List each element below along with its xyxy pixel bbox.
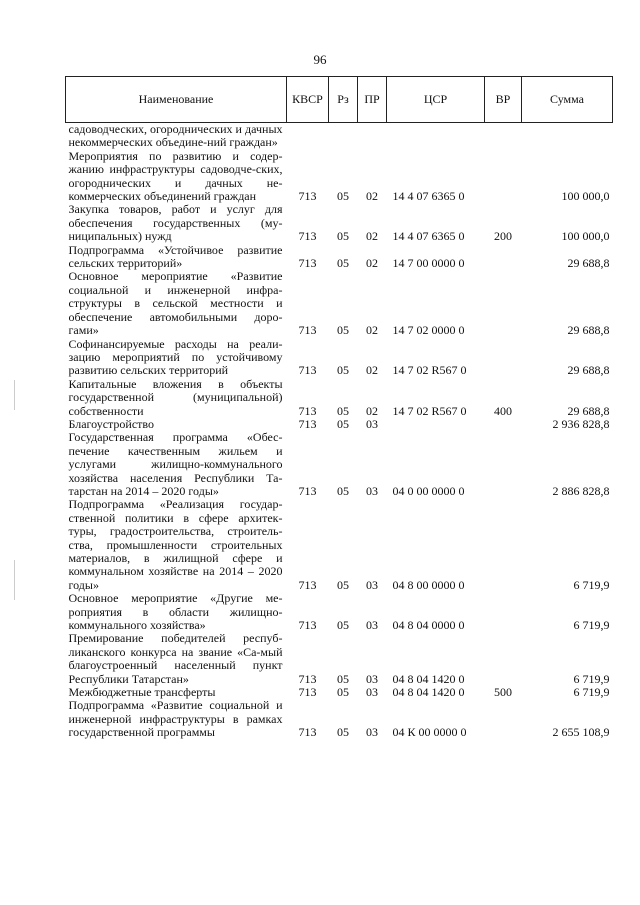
row-csr: 04 8 04 1420 0 [392,671,465,686]
row-kvsr: 713 [298,725,317,740]
row-vr [485,418,522,431]
row-kvsr [287,123,329,150]
row-kvsr: 713 [298,256,317,271]
row-sum: 29 688,8 [567,256,610,271]
row-pr: 03 [366,725,378,740]
header-rz: Рз [329,77,358,123]
header-pr: ПР [358,77,387,123]
scan-margin-mark [14,380,15,410]
row-pr: 03 [366,685,378,700]
row-rz: 05 [337,416,349,431]
row-name: Софинансируемые расходы на реали-зацию мероприятий по устойчивому развитию сельских территорий [68,336,283,378]
row-kvsr: 713 [298,685,317,700]
row-vr [485,244,522,271]
row-rz: 05 [337,403,349,418]
row-pr: 03 [366,671,378,686]
header-csr: ЦСР [387,77,485,123]
row-vr [485,431,522,498]
row-name: Основное мероприятие «Другие ме-роприятия в области жилищно-коммунального хозяйства» [68,591,283,633]
row-sum: 100 000,0 [561,229,610,244]
row-vr [485,699,522,739]
table-row [66,203,613,243]
row-kvsr: 713 [298,323,317,338]
table-row [66,592,613,632]
row-csr: 04 0 00 0000 0 [392,483,465,498]
header-vr: ВР [485,77,522,123]
row-csr [387,123,485,150]
row-sum: 6 719,9 [573,685,610,700]
row-vr: 500 [494,685,512,700]
row-pr: 02 [366,229,378,244]
row-csr: 14 4 07 6365 0 [392,189,465,204]
row-rz: 05 [337,577,349,592]
row-pr: 02 [366,403,378,418]
header-sum: Сумма [522,77,613,123]
row-name: Капитальные вложения в объекты государственной (муниципальной) собственности [68,376,283,418]
table-row [66,123,613,150]
row-rz: 05 [337,725,349,740]
row-name: Подпрограмма «Устойчивое развитие сельских территорий» [68,242,283,271]
row-csr: 14 7 02 0000 0 [392,323,465,338]
row-kvsr: 713 [298,618,317,633]
row-pr: 03 [366,483,378,498]
header-kvsr: КВСР [287,77,329,123]
table-row [66,270,613,337]
row-sum: 6 719,9 [573,577,610,592]
row-rz: 05 [337,483,349,498]
row-sum: 29 688,8 [567,403,610,418]
header-name: Наименование [66,77,287,123]
row-vr [485,270,522,337]
row-vr [485,498,522,592]
row-csr: 04 К 00 0000 0 [392,725,467,740]
row-rz [329,123,358,150]
row-vr: 400 [494,403,512,418]
row-csr: 14 7 02 R567 0 [392,403,467,418]
row-kvsr: 713 [298,403,317,418]
row-name: садоводческих, огороднических и дачных некоммерческих объедине-ний граждан» [68,122,283,150]
row-rz: 05 [337,323,349,338]
row-rz: 05 [337,189,349,204]
row-name: Подпрограмма «Реализация государ-ственной политики в сфере архитек-туры, градостроительства, строитель-ства, промышленности строительных материалов, в жилищной сфере и коммунальном хозяйстве на 2014 – 2020 годы» [68,497,283,592]
budget-table [65,76,613,740]
row-rz: 05 [337,685,349,700]
row-vr [485,338,522,378]
table-body [66,123,613,740]
row-vr: 200 [494,229,512,244]
table-row [66,418,613,431]
row-pr: 02 [366,256,378,271]
table-row [66,632,613,686]
row-pr: 02 [366,323,378,338]
row-csr: 14 4 07 6365 0 [392,229,465,244]
table-row [66,244,613,271]
table-header [66,77,613,123]
row-csr: 04 8 04 1420 0 [392,685,465,700]
row-pr: 03 [366,416,378,431]
row-kvsr: 713 [298,577,317,592]
row-pr: 03 [366,618,378,633]
table-row [66,699,613,739]
table-row [66,686,613,699]
row-rz: 05 [337,256,349,271]
row-csr: 04 8 04 0000 0 [392,618,465,633]
row-kvsr: 713 [298,189,317,204]
row-csr: 14 7 00 0000 0 [392,256,465,271]
row-csr [387,418,485,431]
row-name: Государственная программа «Обес-печение качественным жильем и услугами жилищно-коммунального хозяйства населения Республики Та-тарстан на 2014 – 2020 годы» [68,430,283,498]
table-row [66,498,613,592]
row-vr [485,592,522,632]
row-csr: 04 8 00 0000 0 [392,577,465,592]
row-sum [522,123,613,150]
row-pr: 03 [366,577,378,592]
row-pr: 02 [366,189,378,204]
row-sum: 2 886 828,8 [552,483,610,498]
row-sum: 100 000,0 [561,189,610,204]
row-sum: 29 688,8 [567,363,610,378]
table-row [66,338,613,378]
row-sum: 2 936 828,8 [552,416,610,431]
row-rz: 05 [337,363,349,378]
table-row [66,431,613,498]
row-name: Премирование победителей респуб-ликанского конкурса на звание «Са-мый благоустроенный населенный пункт Республики Татарстан» [68,631,283,686]
row-rz: 05 [337,618,349,633]
row-sum: 6 719,9 [573,618,610,633]
row-name: Закупка товаров, работ и услуг для обеспечения государственных (му-ниципальных) нужд [68,202,283,244]
row-rz: 05 [337,229,349,244]
table-row [66,150,613,204]
table-header-row [66,77,613,123]
table-row [66,378,613,418]
row-kvsr: 713 [298,416,317,431]
page-number: 96 [313,52,327,67]
row-name: Основное мероприятие «Развитие социальной и инженерной инфра-структуры в сельской местности и обеспечение автомобильными дорo-гами» [68,269,283,338]
row-name: Межбюджетные трансферты [68,685,216,700]
row-sum: 2 655 108,9 [552,725,610,740]
scan-margin-mark [14,560,15,600]
row-rz: 05 [337,671,349,686]
row-vr [485,123,522,150]
row-sum: 6 719,9 [573,671,610,686]
row-kvsr: 713 [298,671,317,686]
row-name: Благоустройство [68,416,155,431]
row-kvsr: 713 [298,229,317,244]
row-vr [485,150,522,204]
row-pr [358,123,387,150]
row-pr: 02 [366,363,378,378]
row-kvsr: 713 [298,483,317,498]
row-vr [485,632,522,686]
row-sum: 29 688,8 [567,323,610,338]
row-csr: 14 7 02 R567 0 [392,363,467,378]
row-kvsr: 713 [298,363,317,378]
row-name: Подпрограмма «Развитие социальной и инженерной инфраструктуры в рамках государственной программы [68,698,283,740]
row-name: Мероприятия по развитию и содер-жанию инфраструктуры садоводче-ских, огороднических и дачных не-коммерческих объединений граждан [68,148,283,204]
